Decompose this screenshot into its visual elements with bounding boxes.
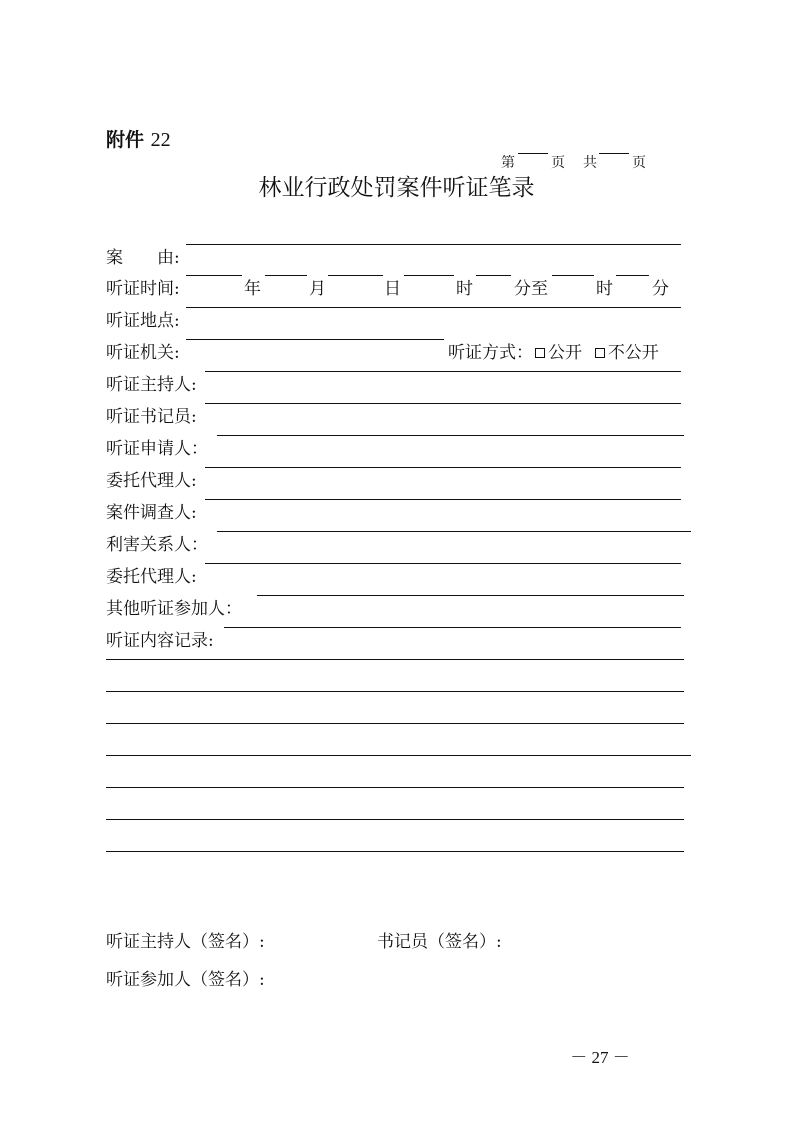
hearing-clerk-line[interactable] [205,403,681,404]
attachment-number: 22 [150,129,171,151]
case-reason-line[interactable] [186,244,681,245]
host-signature-label: 听证主持人（签名）: [106,932,265,952]
record-line[interactable] [106,819,684,820]
hearing-applicant-label: 听证申请人： [106,439,208,459]
hearing-host-label: 听证主持人: [106,375,197,395]
record-line[interactable] [106,723,684,724]
page-prefix: 第 [501,155,515,171]
time-hour2-unit: 时 [596,279,613,299]
time-hour-unit: 时 [456,279,473,299]
hearing-host-line[interactable] [205,371,681,372]
hearing-location-label: 听证地点: [106,311,180,331]
case-investigator-line[interactable] [205,499,681,500]
public-checkbox[interactable] [535,348,545,358]
public-option-label: 公开 [548,343,582,363]
page-number: － 27 － [570,1048,630,1067]
page-unit: 页 [551,155,565,171]
agent2-line[interactable] [205,563,681,564]
time-minute2-unit: 分 [652,279,669,299]
total-pages-blank[interactable] [599,153,629,154]
hearing-clerk-label: 听证书记员: [106,407,197,427]
hearing-method-label: 听证方式： [448,343,533,363]
attachment-label-text: 附件 [106,129,145,151]
attachment-label [106,125,171,152]
hearing-time-label: 听证时间: [106,279,180,299]
time-minute2-blank[interactable] [616,275,649,276]
record-line[interactable] [106,787,684,788]
total-unit: 页 [632,155,646,171]
time-day-unit: 日 [384,279,401,299]
time-minute-to: 分至 [514,279,548,299]
time-minute-blank[interactable] [476,275,511,276]
case-investigator-label: 案件调查人: [106,503,197,523]
content-record-label: 听证内容记录: [106,631,214,651]
hearing-method [448,343,659,363]
private-checkbox[interactable] [595,348,605,358]
other-participants-label: 其他听证参加人： [106,599,242,619]
agent2-label: 委托代理人: [106,567,197,587]
time-hour2-blank[interactable] [552,275,594,276]
record-line[interactable] [106,851,684,852]
time-hour-blank[interactable] [404,275,454,276]
record-line[interactable] [106,659,684,660]
document-title: 林业行政处罚案件听证笔录 [258,175,535,201]
time-month-unit: 月 [309,279,326,299]
hearing-location-line[interactable] [186,307,681,308]
time-year-unit: 年 [244,279,261,299]
agent-line[interactable] [205,467,681,468]
time-month-blank[interactable] [265,275,307,276]
record-line[interactable] [106,691,684,692]
time-year-blank[interactable] [186,275,242,276]
time-day-blank[interactable] [328,275,383,276]
hearing-organ-label: 听证机关: [106,343,180,363]
page-number-blank[interactable] [518,153,548,154]
agent-label: 委托代理人: [106,471,197,491]
interested-party-label: 利害关系人： [106,535,208,555]
case-reason-label: 案 由: [106,248,180,268]
hearing-organ-line[interactable] [186,339,444,340]
other-participants-line[interactable] [257,595,684,596]
record-line[interactable] [106,755,691,756]
interested-party-line[interactable] [217,531,691,532]
content-record-line[interactable] [224,627,681,628]
participant-signature-label: 听证参加人（签名）: [106,970,265,990]
hearing-applicant-line[interactable] [217,435,684,436]
total-prefix: 共 [583,155,597,171]
clerk-signature-label: 书记员（签名）: [377,932,502,952]
private-option-label: 不公开 [607,343,659,363]
